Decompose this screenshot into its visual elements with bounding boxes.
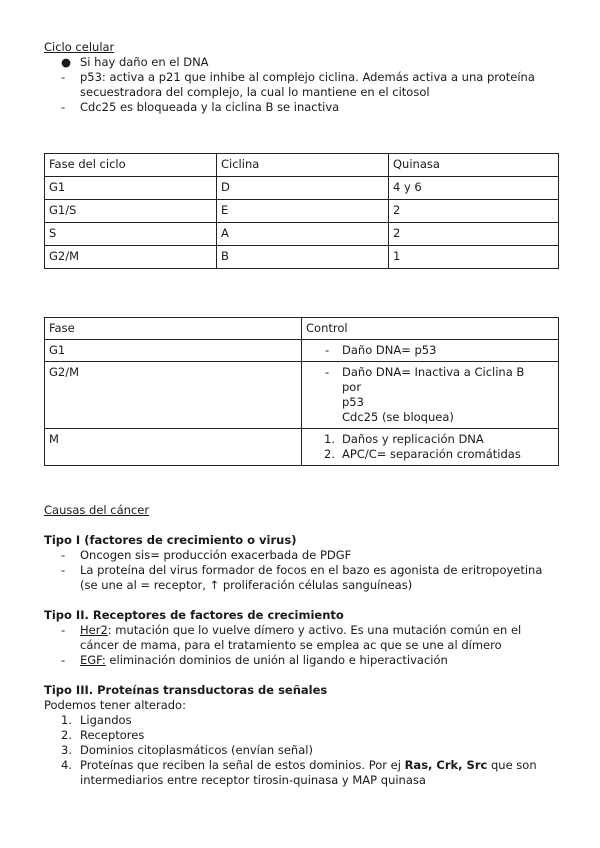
heading-type-2: Tipo II. Receptores de factores de crecimiento (44, 608, 344, 622)
table-header-cell: Fase del ciclo (45, 154, 217, 177)
table-cell: G1 (45, 177, 217, 200)
type1-list (44, 548, 560, 593)
table-row (45, 246, 559, 269)
list-item: - EGF: eliminación dominios de unión al ligando e hiperactivación (61, 653, 448, 667)
list-item: ● Si hay daño en el DNA (61, 55, 209, 69)
table-cell: B (217, 246, 389, 269)
table-row (45, 177, 559, 200)
table-cell: D (217, 177, 389, 200)
heading-type-3: Tipo III. Proteínas transductoras de señales (44, 683, 328, 697)
list-item: 2. Receptores (61, 728, 145, 742)
table-header-row (45, 318, 559, 340)
table-cell: 2 (389, 200, 559, 223)
table-cell: 1 (389, 246, 559, 269)
list-item: - Her2: mutación que lo vuelve dímero y activo. Es una mutación común en el cáncer de mama, para el tratamiento se emplea ac que se une al dímero (61, 623, 522, 652)
type2-list (44, 623, 560, 668)
section-title-cancer: Causas del cáncer (44, 503, 150, 517)
table-header-cell: Control (302, 318, 559, 340)
list-item: 3. Dominios citoplasmáticos (envían señal) (61, 743, 313, 757)
table-cell: M (45, 429, 302, 466)
heading-type-1: Tipo I (factores de crecimiento o virus) (44, 533, 297, 547)
cyclin-kinase-table (44, 153, 559, 269)
table-cell: - Daño DNA= p53 (302, 340, 559, 362)
list-item: - Oncogen sis= producción exacerbada de PDGF (61, 548, 352, 562)
table-header-cell: Quinasa (389, 154, 559, 177)
type3-list (44, 713, 560, 788)
table-row (45, 340, 559, 362)
table-cell: G1 (45, 340, 302, 362)
table-cell: 4 y 6 (389, 177, 559, 200)
table-header-cell: Ciclina (217, 154, 389, 177)
list-item: - La proteína del virus formador de focos en el bazo es agonista de eritropoyetina (se une al = receptor, ↑ proliferación células sanguíneas) (61, 563, 543, 592)
table-cell: A (217, 223, 389, 246)
table-cell: 1. Daños y replicación DNA 2. APC/C= separación cromátidas (302, 429, 559, 466)
phase-control-table (44, 317, 559, 466)
table-cell: - Daño DNA= Inactiva a Ciclina B por p53 Cdc25 (se bloquea) (302, 362, 559, 429)
list-item: - p53: activa a p21 que inhibe al complejo ciclina. Además activa a una proteína secuestradora del complejo, la cual lo mantiene en el citosol (61, 70, 535, 99)
table-cell: 2 (389, 223, 559, 246)
list-item: - Cdc25 es bloqueada y la ciclina B se inactiva (61, 100, 340, 114)
table-row (45, 362, 559, 429)
cycle-list (44, 55, 560, 115)
list-item: 4. Proteínas que reciben la señal de estos dominios. Por ej Ras, Crk, Src que son intermediarios entre receptor tirosin-quinasa y MAP quinasa (61, 758, 537, 787)
section-title-cell-cycle: Ciclo celular (44, 40, 115, 54)
table-header-row (45, 154, 559, 177)
type3-intro: Podemos tener alterado: (44, 698, 186, 712)
table-row (45, 429, 559, 466)
table-header-cell: Fase (45, 318, 302, 340)
table-cell: G2/M (45, 246, 217, 269)
document-page (44, 40, 560, 788)
table-cell: S (45, 223, 217, 246)
table-cell: G2/M (45, 362, 302, 429)
table-cell: G1/S (45, 200, 217, 223)
table-cell: E (217, 200, 389, 223)
table-row (45, 223, 559, 246)
table-row (45, 200, 559, 223)
list-item: 1. Ligandos (61, 713, 132, 727)
